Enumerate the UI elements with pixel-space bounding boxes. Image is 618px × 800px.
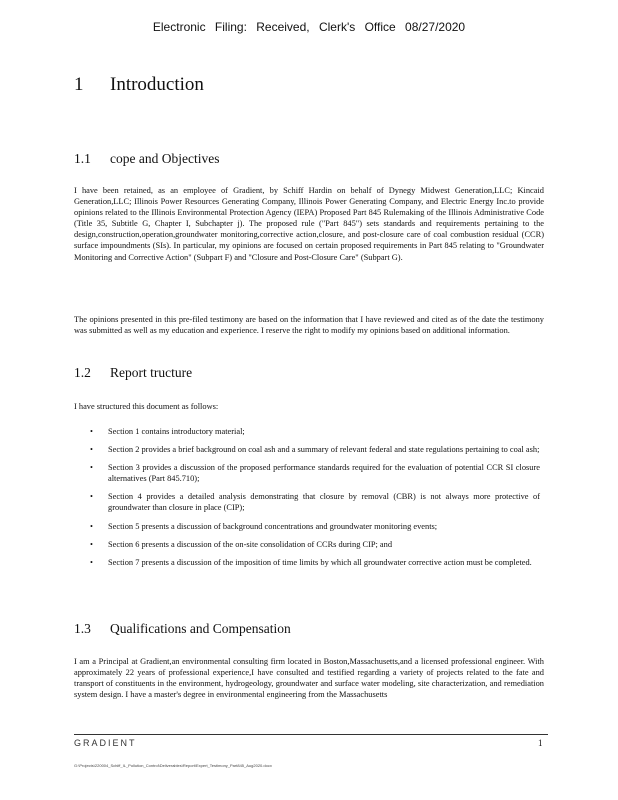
section-number: 1 [74,74,84,95]
section-list [90,426,540,575]
section-title: Introduction [110,74,204,95]
structure-intro: I have structured this document as follows: [74,402,219,411]
bullet-icon: • [90,445,93,455]
bullet-icon: • [90,492,93,502]
bullet-icon: • [90,427,93,436]
bullet-icon: • [90,539,93,549]
subsection-heading-scope [74,151,219,167]
bullet-icon: • [90,463,93,473]
subsection-heading-qualifications [74,621,291,637]
list-item: • Section 5 presents a discussion of background concentrations and groundwater monitoring events; [90,521,438,531]
list-item: • Section 4 provides a detailed analysis demonstrating that closure by removal (CBR) is not always more protective of groundwater than closure in place (CIP); [90,492,540,513]
page-number: 1 [538,738,543,748]
subsection-number: 1.3 [74,621,91,636]
section-heading-introduction [74,74,204,96]
qualifications-paragraph: I am a Principal at Gradient,an environmental consulting firm located in Boston,Massachusetts,and a licensed professional engineer. With approximately 22 years of professional experience,I have consulted and testified regarding a variety of projects related to the fate and transport of constituents in the environment, hydrogeology, groundwater and surface water modeling, site characterization, and remediation system design. I have a master's degree in environmental engineering from the Massachusetts [74,657,544,700]
list-item: • Section 2 provides a brief background on coal ash and a summary of relevant federal and state regulations pertaining to coal ash; [90,445,540,455]
subsection-title: Report tructure [110,365,193,380]
subsection-number: 1.1 [74,151,91,166]
gradient-logo: GRADIENT [74,738,137,748]
bullet-icon: • [90,521,93,531]
subsection-title: Qualifications and Compensation [110,621,291,636]
file-path: G:\Projects\220004_Schiff_IL_Pollution_Control\Deliverables\Report\Expert_Testimony_Part845_Aug2020.docx [74,763,272,768]
filing-header: Electronic Filing: Received, Clerk's Office 08/27/2020 [152,20,466,34]
subsection-title: cope and Objectives [110,151,220,166]
list-item: • Section 3 provides a discussion of the proposed performance standards required for the evaluation of potential CCR SI closure alternatives (Part 845.710); [90,463,540,484]
list-item: • Section 7 presents a discussion of the imposition of time limits by which all groundwater corrective action must be completed. [90,557,532,567]
bullet-icon: • [90,557,93,567]
scope-paragraph-2: The opinions presented in this pre-filed testimony are based on the information that I have reviewed and cited as of the date the testimony was submitted as well as my education and experience. I reserve the right to modify my opinions based on additional information. [74,315,544,336]
subsection-heading-structure [74,365,192,381]
list-item: • Section 1 contains introductory material; [90,427,245,436]
list-item: • Section 6 presents a discussion of the on-site consolidation of CCRs during CIP; and [90,539,393,549]
footer-divider [74,734,548,735]
subsection-number: 1.2 [74,365,91,380]
scope-paragraph-1: I have been retained, as an employee of Gradient, by Schiff Hardin on behalf of Dynegy Midwest Generation,LLC; Kincaid Generation,LLC; Illinois Power Resources Generating Company, Illinois Power Generating Company, and Electric Energy Inc.to provide opinions related to the Illinois Environmental Protection Agency (IEPA) Proposed Part 845 Rulemaking of the Illinois Administrative Code (Title 35, Subtitle G, Chapter I, Subchapter j). The proposed rule ("Part 845") sets standards and requirements pertaining to the design,construction,operation,groundwater monitoring,corrective action,closure, and post-closure care of coal combustion residual (CCR) surface impoundments (SIs). In particular, my opinions are focused on certain proposed requirements in Part 845 relating to "Groundwater Monitoring and Corrective Action" (Subpart F) and "Closure and Post-Closure Care" (Subpart G). [74,186,544,262]
